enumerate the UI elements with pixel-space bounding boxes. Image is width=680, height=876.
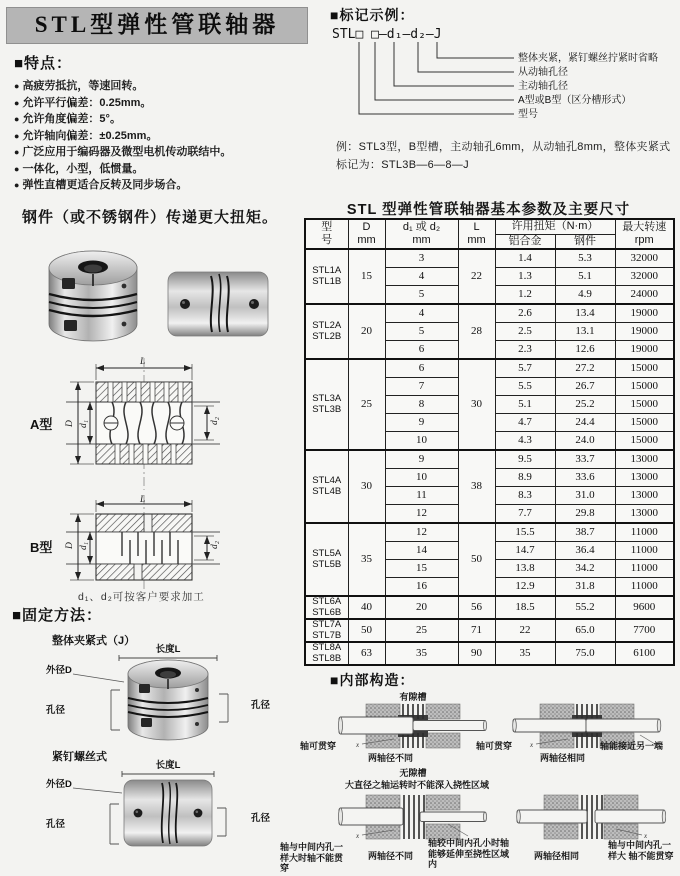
header-model: 型 号 (305, 219, 348, 249)
cell-speed: 6100 (615, 642, 674, 665)
drawing-b-type (8, 494, 300, 590)
cell-speed: 32000 (615, 249, 674, 268)
cell-model: STL1A STL1B (305, 249, 348, 304)
table-row (305, 523, 674, 542)
marking-formula: STL□ □—d₁—d₂—J (332, 27, 442, 42)
feature-item: ● 允许平行偏差：0.25mm。 (14, 96, 152, 109)
marking-label-driven-bore: 从动轴孔径 (518, 67, 568, 78)
header-torque: 许用扭矩（N·m） (495, 219, 615, 234)
product-photos-image (18, 234, 290, 352)
cell-speed: 19000 (615, 341, 674, 360)
features-heading: ■特点： (14, 55, 73, 72)
cell-speed: 19000 (615, 323, 674, 341)
table-row (305, 619, 674, 642)
cell-steel: 33.7 (555, 450, 615, 469)
bore-label-right: 孔径 (251, 700, 271, 711)
header-steel: 钢件 (555, 234, 615, 249)
cell-speed: 15000 (615, 432, 674, 451)
table-row (305, 642, 674, 665)
dim-d2-label-b: d₂ (210, 540, 220, 549)
cell-alu: 2.5 (495, 323, 555, 341)
cell-steel: 24.0 (555, 432, 615, 451)
cell-alu: 9.5 (495, 450, 555, 469)
cell-model: STL5A STL5B (305, 523, 348, 596)
cell-alu: 18.5 (495, 596, 555, 619)
cell-alu: 2.3 (495, 341, 555, 360)
d3-bottom-label: 两轴径不同 (368, 851, 414, 861)
marking-heading: ■标记示例： (330, 7, 415, 23)
cell-L: 22 (458, 249, 495, 304)
setscrew-type-label: 紧钉螺丝式 (52, 751, 107, 763)
d3-left-label: 轴与中间内孔一样大时轴不能贯穿 (280, 842, 344, 873)
cell-model: STL6A STL6B (305, 596, 348, 619)
length-label-2: 长度L (155, 760, 181, 771)
cell-L: 56 (458, 596, 495, 619)
cell-steel: 75.0 (555, 642, 615, 665)
cell-speed: 19000 (615, 304, 674, 323)
dim-D-label: D (65, 420, 75, 427)
cell-d: 8 (385, 396, 458, 414)
cell-speed: 32000 (615, 268, 674, 286)
cell-D: 15 (348, 249, 385, 304)
cell-steel: 12.6 (555, 341, 615, 360)
cell-d: 16 (385, 578, 458, 597)
clamp-type-label: 整体夹紧式（J） (52, 635, 136, 647)
setscrew-photo (124, 780, 212, 846)
x-marker: x (644, 832, 648, 840)
cell-D: 50 (348, 619, 385, 642)
cell-d: 12 (385, 523, 458, 542)
table-row (305, 249, 674, 268)
x-marker: x (356, 741, 360, 749)
cell-speed: 15000 (615, 414, 674, 432)
fixing-setscrew-figure (16, 758, 282, 864)
a-type-label: A型 (30, 417, 53, 432)
cell-model: STL7A STL7B (305, 619, 348, 642)
cell-alu: 1.3 (495, 268, 555, 286)
cell-alu: 22 (495, 619, 555, 642)
nogap-slot-title: 无隙槽 (399, 768, 427, 778)
x-marker: x (356, 832, 360, 840)
table-row (305, 304, 674, 323)
header-alu: 铝合金 (495, 234, 555, 249)
cell-steel: 25.2 (555, 396, 615, 414)
cell-alu: 1.4 (495, 249, 555, 268)
internal-diagram-gap-diff (338, 703, 488, 749)
cell-speed: 13000 (615, 450, 674, 469)
cell-alu: 4.3 (495, 432, 555, 451)
cell-steel: 13.1 (555, 323, 615, 341)
table-row (305, 450, 674, 469)
dim-D-label-b: D (65, 542, 75, 549)
cell-speed: 15000 (615, 396, 674, 414)
dim-d1-label-b: d₁ (79, 541, 89, 550)
cell-steel: 34.2 (555, 560, 615, 578)
nogap-slot-note: 大直径之轴运转时不能深入挠性区域 (344, 780, 489, 790)
cell-d: 35 (385, 642, 458, 665)
cell-steel: 31.0 (555, 487, 615, 505)
b-type-label: B型 (30, 540, 53, 555)
cell-speed: 24000 (615, 286, 674, 305)
cell-speed: 13000 (615, 505, 674, 524)
cell-d: 9 (385, 414, 458, 432)
cell-steel: 65.0 (555, 619, 615, 642)
cell-speed: 11000 (615, 578, 674, 597)
dim-L-label: L (140, 357, 146, 367)
bore-label-right-2: 孔径 (251, 813, 271, 824)
d2-bottom-label: 两轴径相同 (540, 753, 586, 763)
cell-D: 63 (348, 642, 385, 665)
od-label-2: 外径D (46, 779, 72, 790)
cell-model: STL3A STL3B (305, 359, 348, 450)
d4-bottom-label: 两轴径相同 (534, 851, 580, 861)
cell-steel: 36.4 (555, 542, 615, 560)
cell-speed: 11000 (615, 523, 674, 542)
cell-d: 7 (385, 378, 458, 396)
cell-model: STL4A STL4B (305, 450, 348, 523)
header-D: D mm (348, 219, 385, 249)
cell-speed: 7700 (615, 619, 674, 642)
cell-d: 20 (385, 596, 458, 619)
length-label: 长度L (155, 644, 181, 655)
cell-d: 15 (385, 560, 458, 578)
d4-right-label: 轴与中间内孔一样大 轴不能贯穿 (608, 840, 674, 861)
marking-label-slot-type: A型或B型（区分槽形式） (518, 95, 632, 106)
header-speed: 最大转速 rpm (615, 219, 674, 249)
cell-D: 30 (348, 450, 385, 523)
feature-item: ● 高疲劳抵抗，等速回转。 (14, 80, 144, 92)
header-d: d₁ 或 d₂ mm (385, 219, 458, 249)
marking-label-drive-bore: 主动轴孔径 (518, 81, 568, 92)
cell-d: 6 (385, 341, 458, 360)
cell-steel: 26.7 (555, 378, 615, 396)
cell-alu: 7.7 (495, 505, 555, 524)
coupling-photo-clamp (49, 251, 137, 341)
od-label: 外径D (46, 665, 72, 676)
internal-diagram-nogap-same (516, 794, 666, 840)
cell-d: 25 (385, 619, 458, 642)
steel-note: 钢件（或不锈钢件）传递更大扭矩。 (22, 209, 279, 226)
cell-d: 14 (385, 542, 458, 560)
params-table (304, 218, 675, 666)
cell-speed: 11000 (615, 542, 674, 560)
coupling-photo-setscrew (168, 272, 268, 336)
d2-right-label: 轴能接近另一端 (600, 741, 664, 751)
cell-alu: 5.7 (495, 359, 555, 378)
cell-alu: 12.9 (495, 578, 555, 597)
cell-alu: 5.5 (495, 378, 555, 396)
marking-diagram (326, 22, 678, 134)
feature-item: ● 弹性直槽更适合反转及同步场合。 (14, 179, 188, 191)
internal-heading: ■内部构造： (330, 672, 415, 688)
cell-d: 11 (385, 487, 458, 505)
d1-left-label: 轴可贯穿 (300, 741, 337, 751)
marking-label-clamp: 整体夹紧，紧钉螺丝拧紧时省略 (518, 53, 658, 64)
cell-d: 9 (385, 450, 458, 469)
cell-speed: 15000 (615, 378, 674, 396)
dim-d2-label: d₂ (210, 416, 220, 425)
cell-steel: 24.4 (555, 414, 615, 432)
page-title: STL型弹性管联轴器 (6, 7, 308, 44)
cell-speed: 13000 (615, 469, 674, 487)
cell-L: 30 (458, 359, 495, 450)
cell-L: 71 (458, 619, 495, 642)
cell-steel: 55.2 (555, 596, 615, 619)
cell-L: 28 (458, 304, 495, 359)
feature-item: ● 允许角度偏差：5°。 (14, 113, 121, 125)
cell-steel: 4.9 (555, 286, 615, 305)
cell-alu: 5.1 (495, 396, 555, 414)
x-marker: x (530, 741, 534, 749)
cell-d: 5 (385, 323, 458, 341)
cell-speed: 11000 (615, 560, 674, 578)
feature-item: ● 一体化，小型，低惯量。 (14, 162, 144, 175)
cell-D: 40 (348, 596, 385, 619)
cell-d: 4 (385, 304, 458, 323)
cell-alu: 8.9 (495, 469, 555, 487)
cell-d: 4 (385, 268, 458, 286)
d3-right-label: 轴较中间内孔小时轴能够延伸至挠性区域内 (428, 838, 510, 869)
marking-example-line2: 标记为：STL3B—6—8—J (336, 159, 469, 171)
cell-d: 5 (385, 286, 458, 305)
cell-speed: 9600 (615, 596, 674, 619)
cell-model: STL8A STL8B (305, 642, 348, 665)
cell-d: 10 (385, 469, 458, 487)
cell-d: 3 (385, 249, 458, 268)
table-row (305, 596, 674, 619)
feature-item: ● 广泛应用于编码器及微型电机传动联结中。 (14, 146, 232, 158)
d1-bottom-label: 两轴径不同 (368, 753, 414, 763)
drawing-a-type (8, 352, 300, 496)
cell-D: 20 (348, 304, 385, 359)
dim-L-label-b: L (140, 495, 146, 505)
bore-label-left-2: 孔径 (46, 819, 66, 830)
fixing-clamp-figure (16, 642, 282, 750)
cell-L: 90 (458, 642, 495, 665)
cell-speed: 15000 (615, 359, 674, 378)
cell-alu: 35 (495, 642, 555, 665)
cell-steel: 5.1 (555, 268, 615, 286)
cell-steel: 29.8 (555, 505, 615, 524)
cell-steel: 13.4 (555, 304, 615, 323)
cell-L: 50 (458, 523, 495, 596)
cell-alu: 2.6 (495, 304, 555, 323)
feature-item: ● 允许轴向偏差：±0.25mm。 (14, 129, 158, 142)
cell-model: STL2A STL2B (305, 304, 348, 359)
cell-steel: 27.2 (555, 359, 615, 378)
gap-slot-title: 有隙槽 (399, 692, 427, 702)
bore-label-left: 孔径 (46, 705, 66, 716)
cell-D: 25 (348, 359, 385, 450)
cell-alu: 4.7 (495, 414, 555, 432)
cell-alu: 13.8 (495, 560, 555, 578)
table-row (305, 359, 674, 378)
cell-L: 38 (458, 450, 495, 523)
cell-alu: 1.2 (495, 286, 555, 305)
cell-alu: 15.5 (495, 523, 555, 542)
cell-steel: 38.7 (555, 523, 615, 542)
table-title: STL 型弹性管联轴器基本参数及主要尺寸 (346, 202, 631, 218)
cell-steel: 31.8 (555, 578, 615, 597)
clamp-photo (128, 660, 208, 740)
cell-d: 12 (385, 505, 458, 524)
custom-bore-note: d₁、d₂可按客户要求加工 (78, 591, 205, 603)
cell-steel: 33.6 (555, 469, 615, 487)
cell-alu: 8.3 (495, 487, 555, 505)
marking-label-model: 型号 (518, 109, 538, 120)
cell-speed: 13000 (615, 487, 674, 505)
header-L: L mm (458, 219, 495, 249)
cell-alu: 14.7 (495, 542, 555, 560)
d2-left-label: 轴可贯穿 (476, 741, 513, 751)
fixing-heading: ■固定方法： (12, 607, 103, 624)
features-list (14, 78, 314, 194)
cell-steel: 5.3 (555, 249, 615, 268)
cell-d: 6 (385, 359, 458, 378)
cell-d: 10 (385, 432, 458, 451)
dim-d1-label: d₁ (79, 419, 89, 428)
cell-D: 35 (348, 523, 385, 596)
marking-example-line1: 例：STL3型，B型槽，主动轴孔6mm，从动轴孔8mm，整体夹紧式 (336, 141, 671, 153)
internal-diagram-nogap-diff (338, 794, 488, 840)
